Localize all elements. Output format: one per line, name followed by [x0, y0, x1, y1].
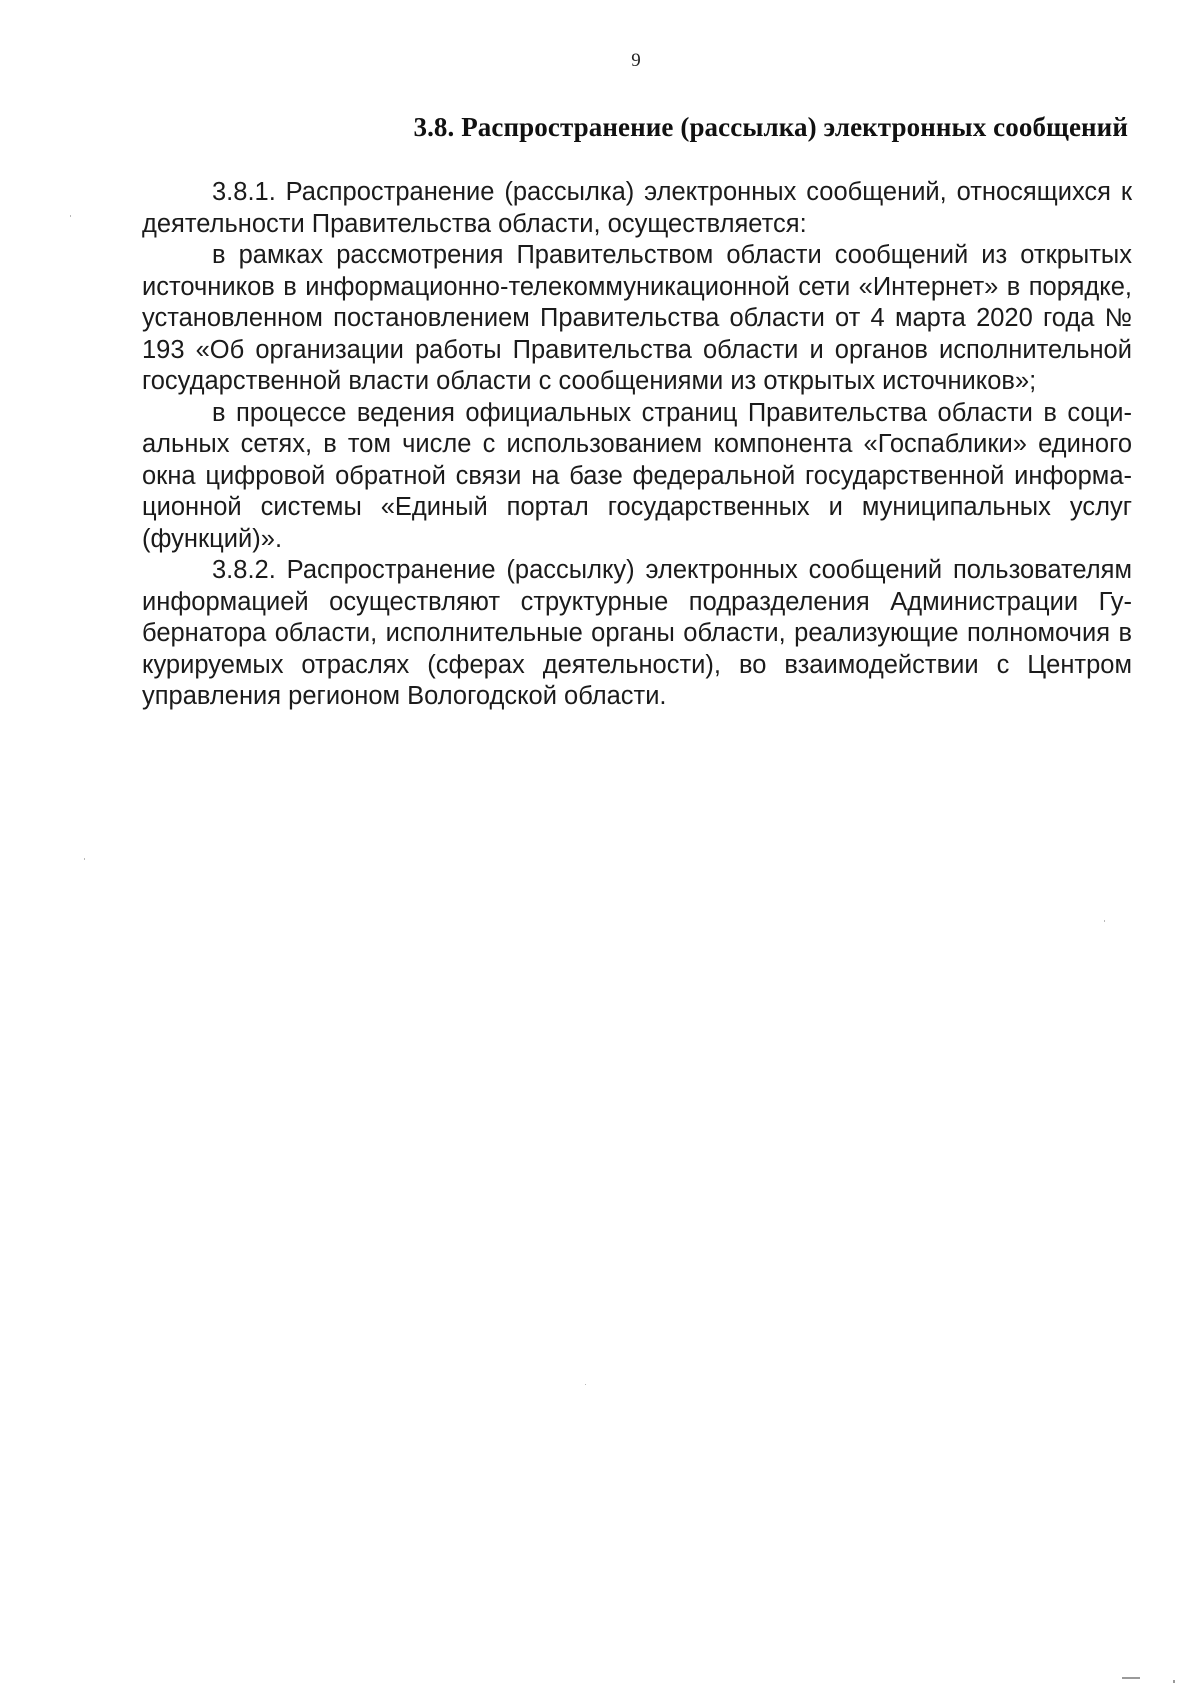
scan-speck — [70, 215, 71, 217]
scan-speck — [84, 858, 85, 860]
scan-speck — [585, 1384, 586, 1385]
paragraph-3-8-2: 3.8.2. Распространение (рассылку) электронных сообщений пользователям информацией осуществляют структурные подразделения Администрации Губернатора области, исполнительные органы области, реализующие полномочия в курируемых отраслях (сферах деятельности), во взаимодействии с Центром управления регионом Вологодской области. — [142, 556, 1132, 710]
scan-speck — [1122, 1677, 1140, 1679]
paragraph-social-networks: в процессе ведения официальных страниц Правительства области в социальных сетях, в том числе с использованием компонента «Госпаблики» единого окна цифровой обратной связи на базе федеральной государственной информационной системы «Единый портал государственных и муниципальных услуг (функций)». — [142, 398, 1132, 553]
paragraph-open-sources: в рамках рассмотрения Правительством области сообщений из открытых источников в информационно-телекоммуникационной сети «Интернет» в порядке, установленном постановлением Правительства области от 4 марта 2020 года № 193 «Об организации работы Правительства области и органов исполнительной государственной власти области с сообщениями из открытых источников»; — [142, 241, 1132, 395]
section-heading: 3.8. Распространение (рассылка) электронных сообщений — [413, 112, 1128, 142]
scan-speck — [1104, 920, 1105, 922]
scan-speck — [1173, 1680, 1175, 1683]
page-number: 9 — [631, 50, 641, 71]
section-body — [142, 177, 1132, 713]
paragraph-3-8-1: 3.8.1. Распространение (рассылка) электронных сообщений, относящихся к деятельности Правительства области, осуществляется: — [142, 178, 1132, 238]
